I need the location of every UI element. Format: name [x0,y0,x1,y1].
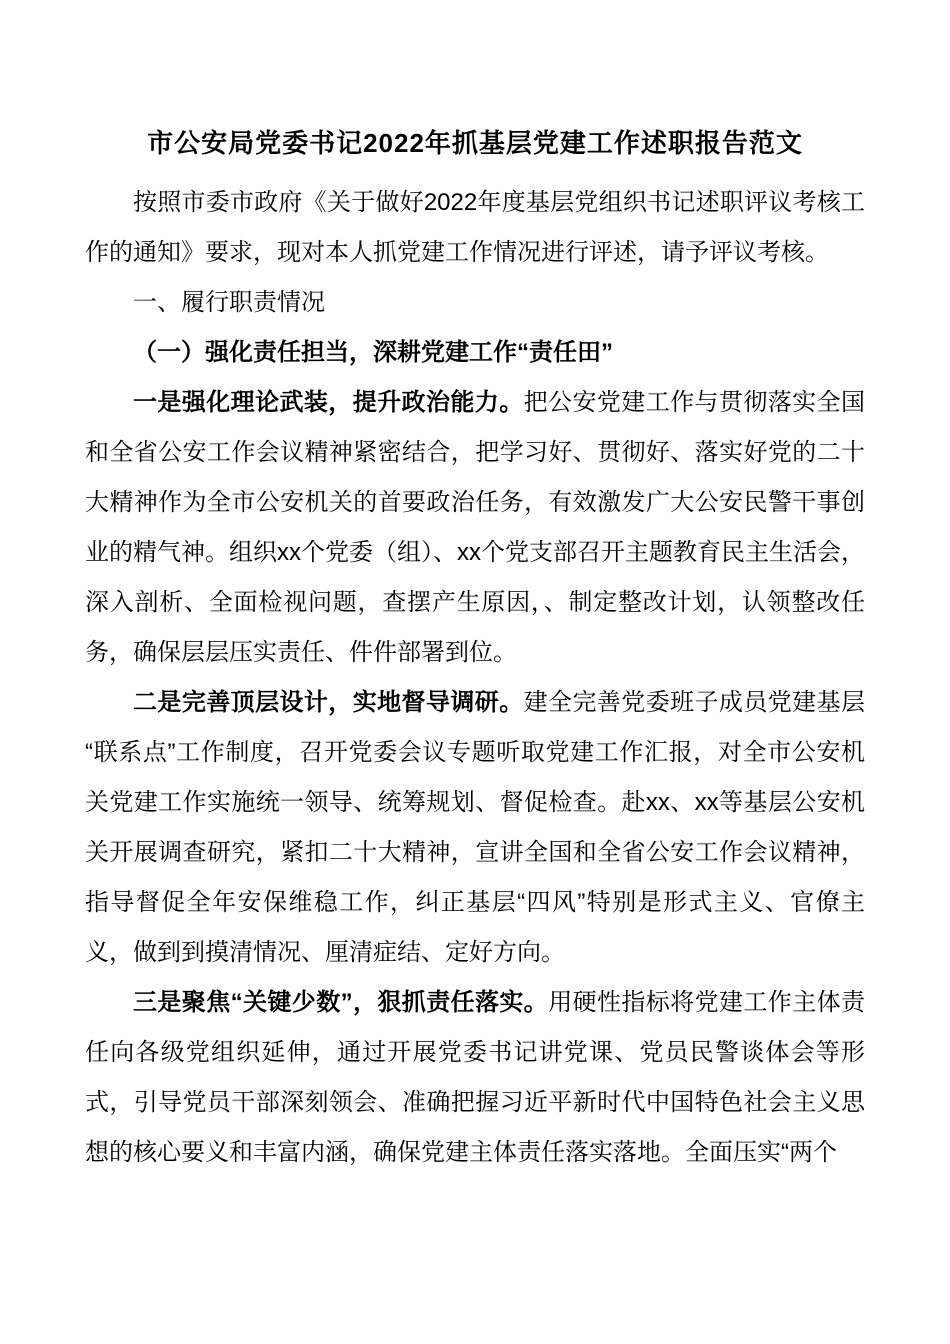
subsection-heading-responsibility: （一）强化责任担当，深耕党建工作“责任田” [133,339,613,366]
document-title: 市公安局党委书记2022年抓基层党建工作述职报告范文 [147,128,803,158]
paragraph-two-lead: 二是完善顶层设计，实地督导调研。 [133,689,524,716]
paragraph-three-lead: 三是聚焦“关键少数”，狠抓责任落实。 [133,989,549,1016]
paragraph-point-three [85,978,865,1178]
section-heading-performance: 一、履行职责情况 [133,289,325,316]
paragraph-two-text: 建全完善党委班子成员党建基层“联系点”工作制度，召开党委会议专题听取党建工作汇报，对全市公安机关党建工作实施统一领导、统筹规划、督促检查。赴xx、xx等基层公安机关开展调查研究，紧扣二十大精神，宣讲全国和全省公安工作会议精神，指导督促全年安保维稳工作，纠正基层“四风”特别是形式主义、官僚主义，做到到摸清情况、厘清症结、定好方向。 [85,689,866,966]
intro-paragraph: 按照市委市政府《关于做好2022年度基层党组织书记述职评议考核工作的通知》要求，现对本人抓党建工作情况进行评述，请予评议考核。 [85,189,865,266]
paragraph-point-two [85,678,865,978]
paragraph-point-one [85,378,865,678]
paragraph-one-lead: 一是强化理论武装，提升政治能力。 [133,389,524,416]
paragraph-three-text: 用硬性指标将党建工作主体责任向各级党组织延伸，通过开展党委书记讲党课、党员民警谈体会等形式，引导党员干部深刻领会、准确把握习近平新时代中国特色社会主义思想的核心要义和丰富内涵，确保党建主体责任落实落地。全面压实“两个 [85,989,866,1166]
paragraph-one-text: 把公安党建工作与贯彻落实全国和全省公安工作会议精神紧密结合，把学习好、贯彻好、落实好党的二十大精神作为全市公安机关的首要政治任务，有效激发广大公安民警干事创业的精气神。组织xx个党委（组）、xx个党支部召开主题教育民主生活会，深入剖析、全面检视问题，查摆产生原因，、制定整改计划，认领整改任务，确保层层压实责任、件件部署到位。 [85,389,866,666]
